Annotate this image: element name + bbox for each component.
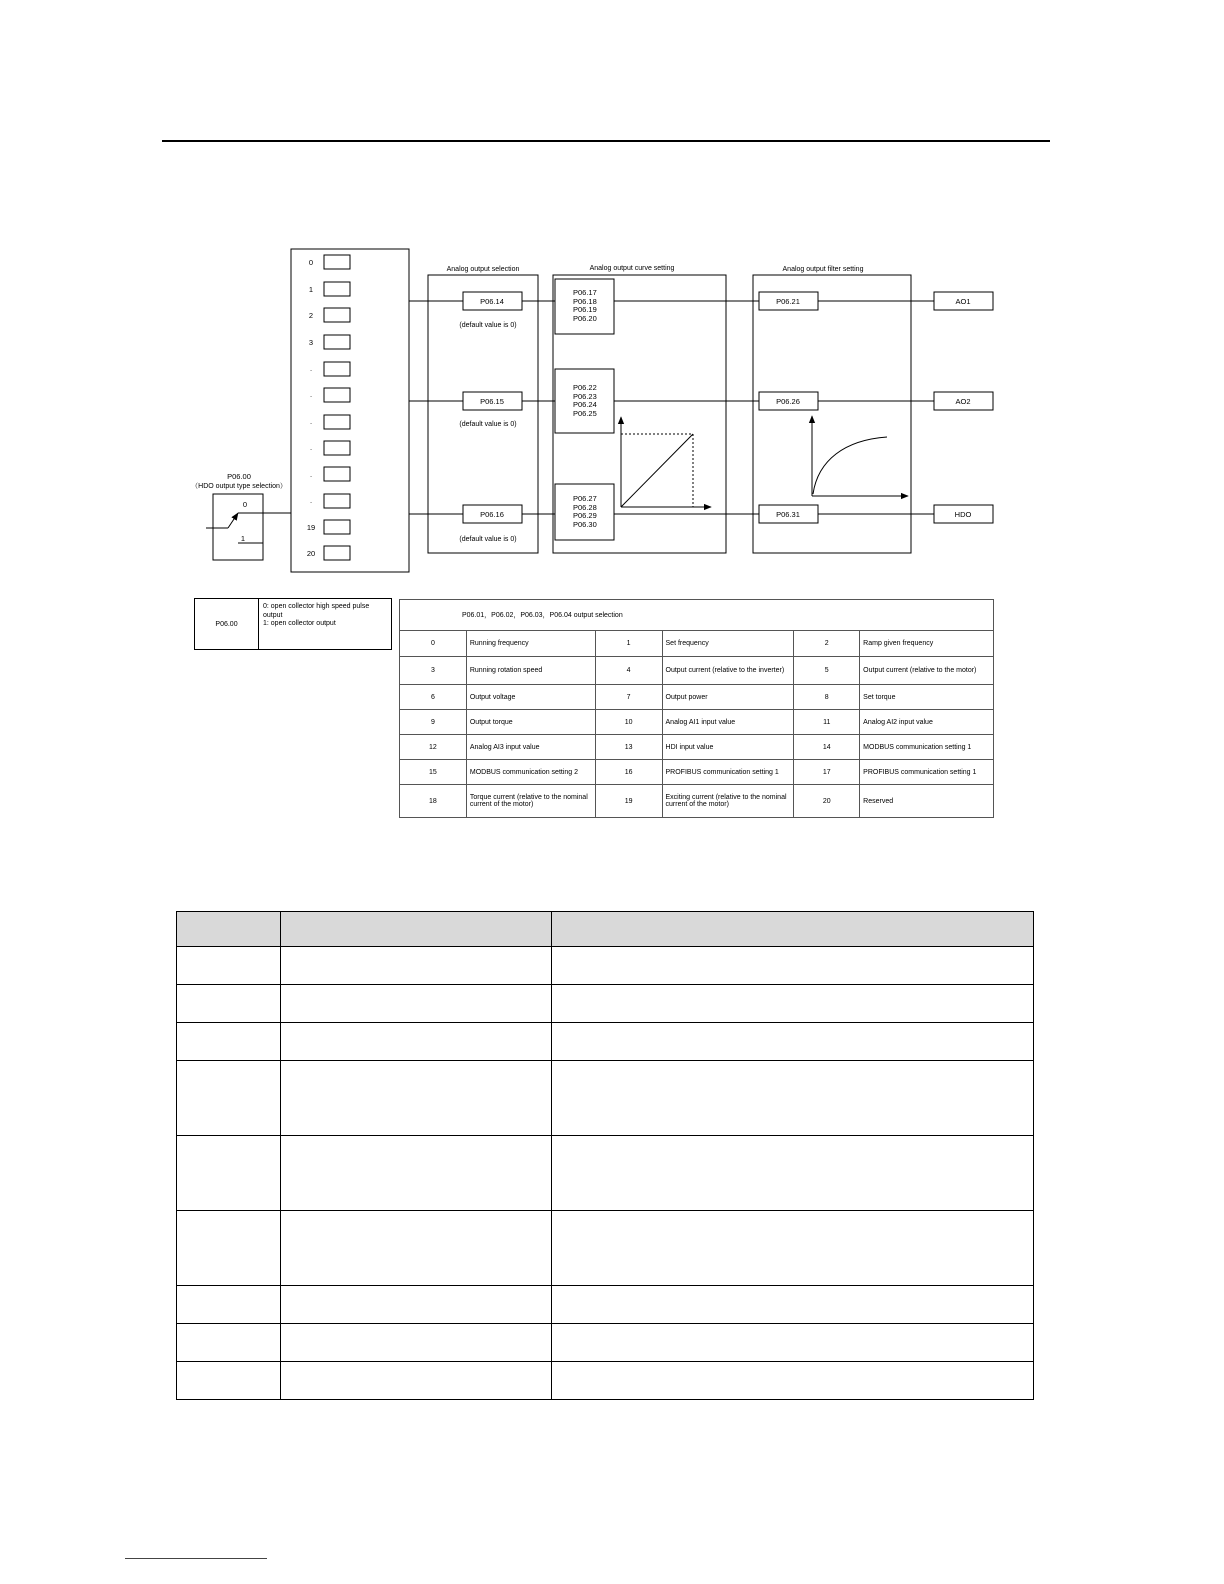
default-note: (default value is 0)	[459, 421, 517, 428]
option-label: Running frequency	[466, 631, 595, 657]
option-label: PROFIBUS communication setting 1	[662, 760, 794, 785]
table-row	[177, 1023, 1034, 1061]
curve-code: P06.23	[573, 392, 597, 401]
option-code: 20	[794, 785, 860, 818]
table-row	[177, 1286, 1034, 1324]
curve-code: P06.17	[573, 288, 597, 297]
table-row	[177, 985, 1034, 1023]
table-header-row	[177, 912, 1034, 947]
selector-label: 2	[308, 311, 314, 320]
option-label: Output current (relative to the inverter)	[662, 657, 794, 685]
option-code: 12	[400, 735, 467, 760]
hdo-type-legend	[194, 598, 392, 650]
selector-label: 20	[306, 549, 316, 558]
switch-label-0: 0	[242, 500, 248, 509]
option-label: Analog AI1 input value	[662, 710, 794, 735]
select-code: P06.14	[480, 297, 504, 306]
option-code: 19	[595, 785, 662, 818]
option-label: Output current (relative to the motor)	[860, 657, 994, 685]
option-code: 15	[400, 760, 467, 785]
selector-label: .	[309, 470, 313, 479]
curve-code: P06.29	[573, 511, 597, 520]
option-label: HDI input value	[662, 735, 794, 760]
option-code: 8	[794, 685, 860, 710]
output-label: AO1	[955, 297, 971, 306]
legend-line-1: 1: open collector output	[263, 620, 336, 627]
hdo-type-code: P06.00	[227, 472, 251, 481]
option-code: 2	[794, 631, 860, 657]
option-code: 3	[400, 657, 467, 685]
option-label: Output power	[662, 685, 794, 710]
default-note: (default value is 0)	[459, 536, 517, 543]
selector-label: 19	[306, 523, 316, 532]
option-code: 18	[400, 785, 467, 818]
footnote-rule	[125, 1558, 267, 1559]
option-code: 7	[595, 685, 662, 710]
option-code: 9	[400, 710, 467, 735]
option-code: 0	[400, 631, 467, 657]
table-row	[177, 1136, 1034, 1211]
selector-label: .	[309, 496, 313, 505]
option-label: Reserved	[860, 785, 994, 818]
linear-curve-graph	[621, 417, 711, 507]
selector-slots	[324, 255, 350, 560]
curve-code: P06.27	[573, 494, 597, 503]
table-row	[177, 1211, 1034, 1286]
legend-text	[263, 603, 389, 629]
selector-label: 1	[308, 285, 314, 294]
selector-labels	[307, 258, 315, 558]
option-code: 16	[595, 760, 662, 785]
option-label: Output torque	[466, 710, 595, 735]
selector-label: .	[309, 390, 313, 399]
table-row	[177, 1061, 1034, 1136]
curve-code: P06.30	[573, 520, 597, 529]
table-row	[177, 1324, 1034, 1362]
select-code: P06.15	[480, 397, 504, 406]
filter-code: P06.31	[776, 510, 800, 519]
option-code: 17	[794, 760, 860, 785]
option-label: Output voltage	[466, 685, 595, 710]
curve-code: P06.22	[573, 383, 597, 392]
option-label: Analog AI3 input value	[466, 735, 595, 760]
option-label: Ramp given frequency	[860, 631, 994, 657]
option-code: 14	[794, 735, 860, 760]
option-label: Set frequency	[662, 631, 794, 657]
curve-code: P06.20	[573, 314, 597, 323]
filter-code: P06.21	[776, 297, 800, 306]
analog-output-block-diagram	[0, 0, 1224, 590]
output-selection-title: P06.01，P06.02，P06.03，P06.04 output selection	[400, 600, 994, 631]
filter-code: P06.26	[776, 397, 800, 406]
option-label: Running rotation speed	[466, 657, 595, 685]
option-label: MODBUS communication setting 1	[860, 735, 994, 760]
output-selection-table	[399, 599, 994, 818]
option-code: 5	[794, 657, 860, 685]
curve-code: P06.24	[573, 400, 597, 409]
parameter-table	[176, 911, 1034, 1400]
curve-code: P06.28	[573, 503, 597, 512]
output-label: HDO	[954, 510, 972, 519]
selector-label: .	[309, 417, 313, 426]
option-code: 1	[595, 631, 662, 657]
option-label: PROFIBUS communication setting 1	[860, 760, 994, 785]
option-code: 13	[595, 735, 662, 760]
option-label: Analog AI2 input value	[860, 710, 994, 735]
curve-code: P06.19	[573, 305, 597, 314]
table-row	[177, 1362, 1034, 1400]
selector-label: .	[309, 443, 313, 452]
option-label: MODBUS communication setting 2	[466, 760, 595, 785]
switch-label-1: 1	[240, 534, 246, 543]
hdo-type-switch	[206, 494, 291, 560]
option-label: Set torque	[860, 685, 994, 710]
selector-label: 0	[308, 258, 314, 267]
table-row	[177, 947, 1034, 985]
output-label: AO2	[955, 397, 971, 406]
selector-label: 3	[308, 338, 314, 347]
selection-title: Analog output selection	[446, 266, 520, 273]
legend-code: P06.00	[195, 599, 259, 649]
curve-code: P06.25	[573, 409, 597, 418]
signal-lines	[409, 301, 934, 514]
option-label: Exciting current (relative to the nominal current of the motor)	[662, 785, 794, 818]
filter-title: Analog output filter setting	[782, 266, 864, 273]
option-code: 10	[595, 710, 662, 735]
hdo-type-caption: （HDO output type selection）	[191, 483, 287, 490]
option-label: Torque current (relative to the nominal current of the motor)	[466, 785, 595, 818]
option-code: 6	[400, 685, 467, 710]
default-note: (default value is 0)	[459, 322, 517, 329]
curve-code: P06.18	[573, 297, 597, 306]
option-code: 4	[595, 657, 662, 685]
selector-label: .	[309, 364, 313, 373]
curve-title: Analog output curve setting	[589, 265, 675, 272]
legend-line-0: 0: open collector high speed pulse output	[263, 603, 370, 619]
select-code: P06.16	[480, 510, 504, 519]
option-code: 11	[794, 710, 860, 735]
filter-response-graph	[812, 416, 908, 496]
